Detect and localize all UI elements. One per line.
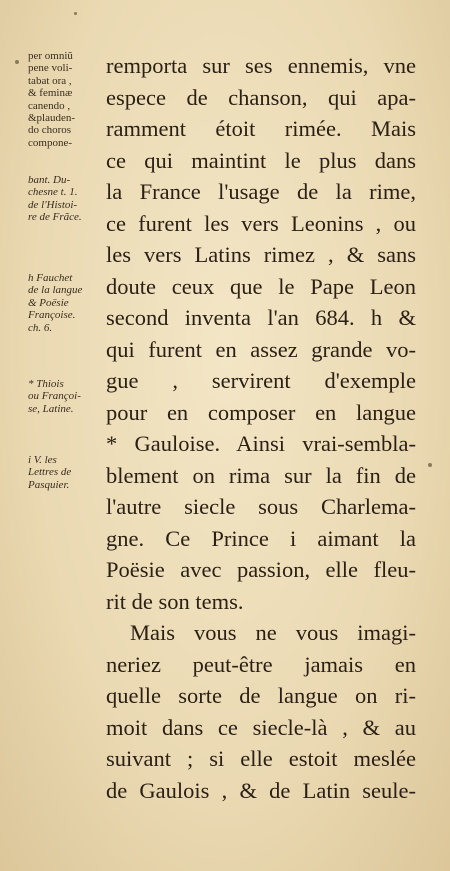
note-line: de la langue: [28, 284, 83, 297]
text-line: ce furent les vers Leonins , ou: [106, 210, 416, 236]
text-line: doute ceux que le Pape Leon: [106, 273, 416, 299]
margin-note: [28, 378, 81, 415]
text-line: moit dans ce siecle-là , & au: [106, 714, 416, 740]
text-line: second inventa l'an 684. h &: [106, 305, 416, 330]
main-text: [106, 50, 416, 806]
note-line: Françoise.: [28, 309, 76, 322]
note-line: i V. les: [28, 454, 57, 466]
text-line: espece de chanson, qui apa-: [106, 84, 416, 110]
text-line: de Gaulois , & de Latin seule-: [106, 777, 416, 803]
note-line: de l'Histoi-: [28, 198, 78, 211]
text-line: neriez peut-être jamais en: [106, 651, 416, 677]
note-line: pene voli-: [28, 62, 73, 75]
text-line: remporta sur ses ennemis, vne: [106, 53, 416, 78]
note-line: canendo ,: [28, 99, 71, 112]
text-line: la France l'usage de la rime,: [106, 179, 416, 204]
note-line: chesne t. 1.: [28, 186, 78, 199]
text-line: l'autre siecle sous Charlema-: [106, 494, 416, 519]
text-line: pour en composer en langue: [106, 399, 416, 425]
note-line: ch. 6.: [28, 321, 53, 334]
text-line: quelle sorte de langue on ri-: [106, 683, 416, 708]
note-line: h Fauchet: [28, 272, 73, 284]
margin-note: [28, 174, 82, 224]
ink-speck: [428, 463, 432, 467]
text-line: Mais vous ne vous imagi-: [130, 620, 416, 645]
note-line: tabat ora ,: [28, 74, 72, 87]
text-line: Poësie avec passion, elle fleu-: [106, 557, 416, 582]
text-line: qui furent en assez grande vo-: [106, 336, 416, 362]
note-line: re de Frãce.: [28, 211, 82, 224]
note-line: do choros: [28, 124, 72, 137]
note-line: * Thiois: [28, 378, 64, 390]
text-line: * Gauloise. Ainsi vrai-sembla-: [106, 431, 416, 456]
note-line: compone-: [28, 136, 72, 149]
text-line: ce qui maintint le plus dans: [106, 147, 416, 173]
margin-note: [28, 272, 82, 334]
note-line: & feminæ: [28, 87, 73, 100]
text-line: ramment étoit rimée. Mais: [106, 116, 416, 141]
note-line: Lettres de: [28, 466, 72, 479]
note-line: Pasquier.: [28, 478, 70, 491]
ink-speck: [15, 60, 19, 64]
note-line: ou Françoi-: [28, 390, 81, 403]
note-line: bant. Du-: [28, 174, 71, 186]
note-line: &plauden-: [28, 112, 76, 125]
note-line: per omniũ: [28, 50, 73, 62]
text-line: gne. Ce Prince i aimant la: [106, 525, 416, 551]
note-line: se, Latine.: [28, 402, 74, 415]
text-line: les vers Latins rimez , & sans: [106, 242, 416, 267]
note-line: & Poësie: [28, 296, 69, 309]
ink-speck: [74, 12, 77, 15]
text-line: blement on rima sur la fin de: [106, 462, 416, 488]
margin-note: [28, 454, 71, 491]
text-line: suivant ; si elle estoit meslée: [106, 746, 416, 771]
margin-note: [28, 50, 75, 149]
text-line: rit de son tems.: [106, 588, 244, 614]
text-line: gue , servirent d'exemple: [106, 368, 416, 393]
